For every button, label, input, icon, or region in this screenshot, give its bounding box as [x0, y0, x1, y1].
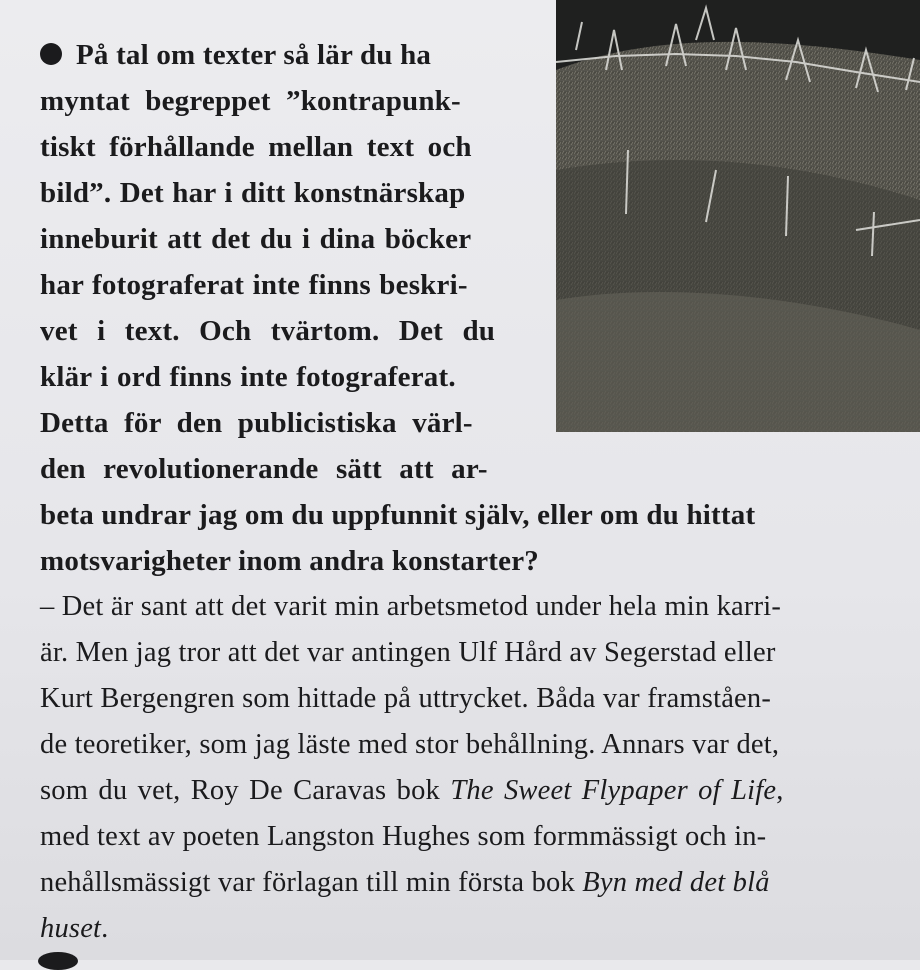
question-line-9: Detta för den publicistiska värl-: [40, 407, 473, 439]
landscape-photo: [556, 0, 920, 432]
answer-line-6: med text av poeten Langston Hughes som formmässigt och in-: [40, 821, 767, 852]
book-title-sweet-flypaper: The Sweet Flypaper of Life: [450, 775, 777, 806]
question-line-6: har fotograferat inte finns beskri-: [40, 269, 468, 301]
question-line-4: bild”. Det har i ditt konstnärskap: [40, 177, 466, 209]
question-line-10: den revolutionerande sätt att ar-: [40, 453, 488, 485]
next-bullet-icon: [38, 952, 78, 970]
book-title-byn-end: huset: [40, 913, 102, 944]
question-line-7: vet i text. Och tvärtom. Det du: [40, 315, 496, 347]
book-title-byn: Byn med det blå: [582, 867, 770, 898]
answer-line-3: Kurt Bergengren som hittade på uttrycket. Båda var framståen-: [40, 683, 772, 714]
answer-line-5: som du vet, Roy De Caravas bok The Sweet Flypaper of Life,: [40, 775, 784, 806]
question-line-2: myntat begreppet ”kontrapunk-: [40, 85, 461, 117]
answer-line-1: – Det är sant att det varit min arbetsmetod under hela min karri-: [40, 591, 782, 622]
question-line-5: inneburit att det du i dina böcker: [40, 223, 472, 255]
question-line-8: klär i ord finns inte fotograferat.: [40, 361, 456, 393]
answer-line-2: är. Men jag tror att det var antingen Ulf Hård av Segerstad eller: [40, 637, 776, 668]
answer-line-4: de teoretiker, som jag läste med stor behållning. Annars var det,: [40, 729, 780, 760]
question-line-11: beta undrar jag om du uppfunnit själv, eller om du hittat: [40, 499, 756, 531]
answer-line-7: nehållsmässigt var förlagan till min första bok Byn med det blå: [40, 867, 770, 898]
question-line-12: motsvarigheter inom andra konstarter?: [40, 545, 539, 577]
bullet-icon: [40, 43, 62, 65]
question-line-3: tiskt förhållande mellan text och: [40, 131, 472, 163]
question-line-1: På tal om texter så lär du ha: [40, 32, 431, 78]
answer-line-8: huset.: [40, 913, 109, 944]
landscape-photo-drawing: [556, 0, 920, 432]
